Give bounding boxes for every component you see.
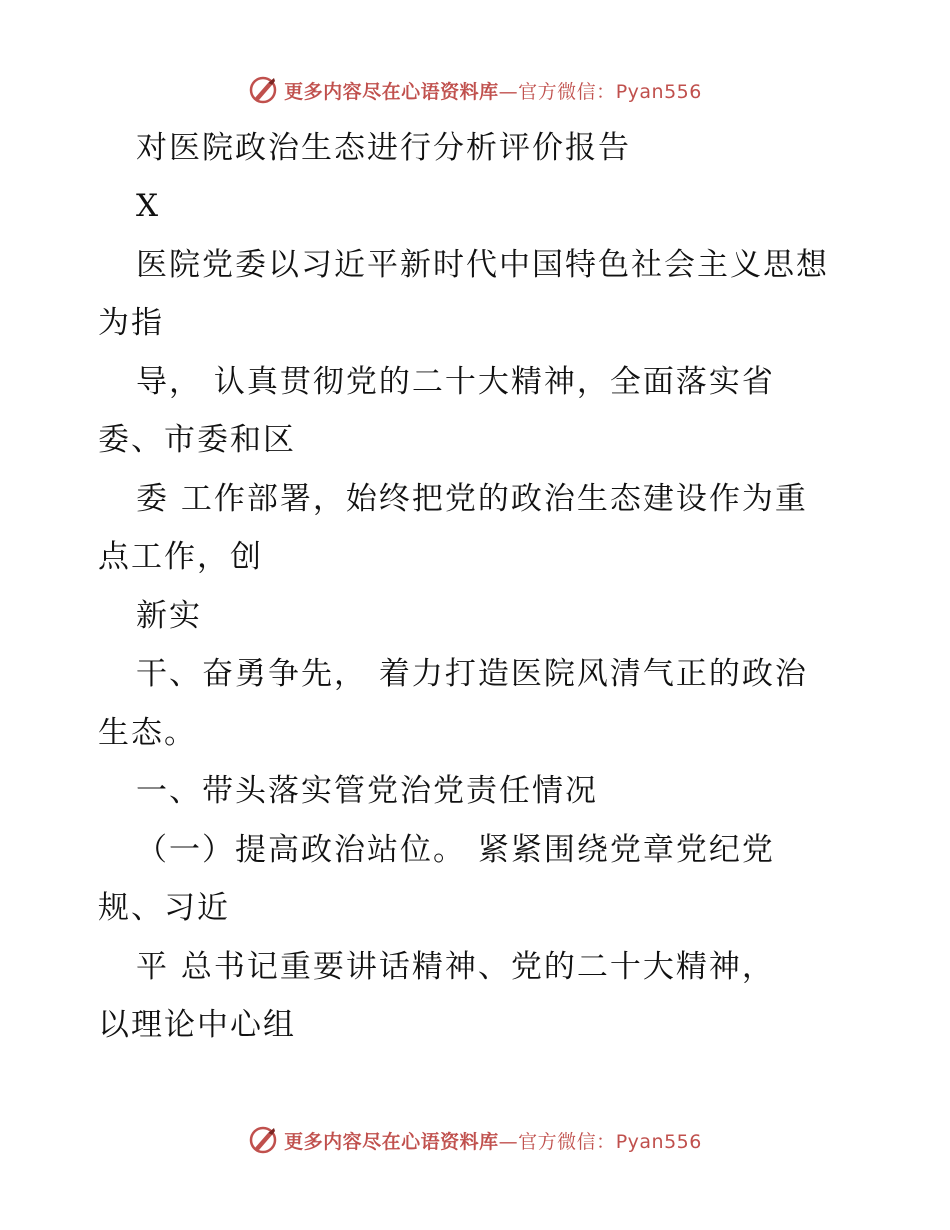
document-title: 对医院政治生态进行分析评价报告: [136, 130, 631, 166]
paragraph-line: （一）提高政治站位。 紧紧围绕党章党纪党: [136, 832, 775, 868]
watermark-id: Pyan556: [615, 1130, 702, 1153]
watermark-official: 官方微信：: [518, 80, 616, 103]
paragraph-line: 生态。: [98, 715, 197, 751]
quill-pen-logo-icon: [248, 75, 278, 105]
watermark-main: 更多内容尽在心语资料库: [284, 80, 499, 103]
paragraph-line: 干、奋勇争先， 着力打造医院风清气正的政治: [136, 656, 808, 692]
watermark-text: [284, 77, 702, 104]
paragraph-line: 委、市委和区: [98, 422, 296, 458]
paragraph-line: 医院党委以习近平新时代中国特色社会主义思想: [136, 247, 829, 283]
quill-pen-logo-icon: [248, 1125, 278, 1155]
watermark-official: 官方微信：: [518, 1130, 616, 1153]
paragraph-line: 新实: [136, 598, 202, 634]
paragraph-line: 导， 认真贯彻党的二十大精神，全面落实省: [136, 364, 775, 400]
watermark-text: [284, 1127, 702, 1154]
paragraph-line: 以理论中心组: [98, 1007, 296, 1043]
paragraph-line: 委 工作部署，始终把党的政治生态建设作为重: [136, 481, 808, 517]
header-watermark: [0, 70, 950, 110]
section-heading: 一、带头落实管党治党责任情况: [136, 773, 598, 809]
author-mark: X: [136, 188, 161, 224]
paragraph-line: 平 总书记重要讲话精神、党的二十大精神，: [136, 949, 775, 985]
paragraph-line: 规、习近: [98, 890, 230, 926]
watermark-id: Pyan556: [615, 80, 702, 103]
footer-watermark: [0, 1120, 950, 1160]
watermark-main: 更多内容尽在心语资料库: [284, 1130, 499, 1153]
paragraph-line: 点工作，创: [98, 539, 263, 575]
watermark-dash: —: [498, 80, 519, 103]
watermark-dash: —: [498, 1130, 519, 1153]
paragraph-line: 为指: [98, 305, 164, 341]
